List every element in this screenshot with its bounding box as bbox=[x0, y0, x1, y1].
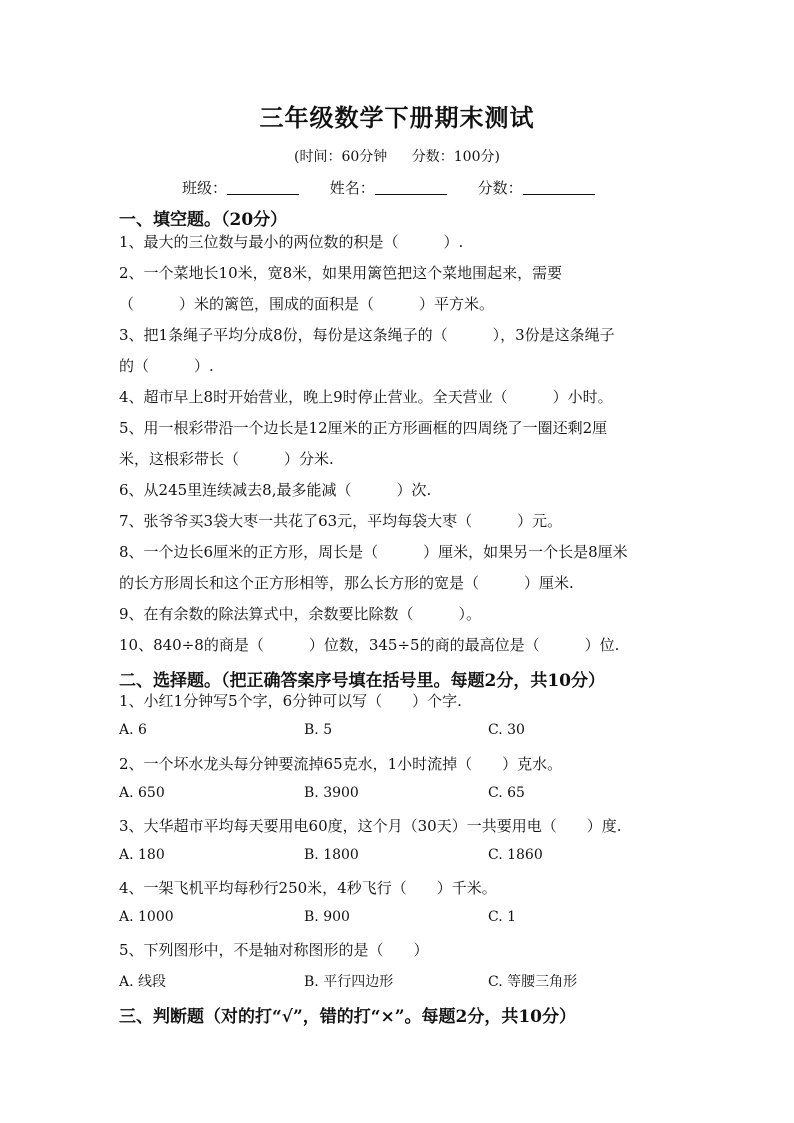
page-title: 三年级数学下册期末测试 bbox=[259, 103, 535, 132]
question-line: 2、一个菜地长10米，宽8米，如果用篱笆把这个菜地围起来，需要 bbox=[119, 264, 563, 282]
choice-option-a: A. 6 bbox=[119, 722, 147, 738]
choice-option-c: C. 1 bbox=[488, 909, 517, 925]
name-field bbox=[330, 177, 447, 198]
choice-option-c: C. 等腰三角形 bbox=[488, 974, 578, 990]
section-heading-true-false: 三、判断题（对的打“√”，错的打“×”。每题2分，共10分） bbox=[119, 1007, 577, 1027]
time-limit: (时间：60分钟 bbox=[294, 149, 388, 165]
class-field bbox=[182, 177, 299, 198]
choice-option-b: B. 3900 bbox=[304, 785, 359, 801]
exam-subtitle bbox=[0, 146, 794, 166]
choice-option-b: B. 900 bbox=[304, 909, 350, 925]
question-line: 的长方形周长和这个正方形相等，那么长方形的宽是（ ）厘米. bbox=[119, 574, 574, 592]
question-line: 的（ ）. bbox=[119, 357, 214, 375]
choice-option-b: B. 5 bbox=[304, 722, 333, 738]
question-line: 5、用一根彩带沿一个边长是12厘米的正方形画框的四周绕了一圈还剩2厘 bbox=[119, 419, 608, 437]
question-line: 3、把1条绳子平均分成8份，每份是这条绳子的（ ），3份是这条绳子 bbox=[119, 326, 615, 344]
name-label: 姓名： bbox=[329, 179, 375, 197]
question-line: （ ）米的篱笆，围成的面积是（ ）平方米。 bbox=[119, 295, 495, 313]
choice-option-a: A. 线段 bbox=[119, 974, 167, 990]
choice-option-c: C. 1860 bbox=[488, 847, 543, 863]
score-field bbox=[478, 177, 595, 198]
choice-question: 3、大华超市平均每天要用电60度，这个月（30天）一共要用电（ ）度. bbox=[119, 817, 622, 835]
choice-question: 5、下列图形中，不是轴对称图形的是（ ） bbox=[119, 941, 429, 959]
choice-option-c: C. 65 bbox=[488, 785, 525, 801]
class-blank[interactable] bbox=[227, 180, 299, 195]
section-heading-multiple-choice: 二、选择题。（把正确答案序号填在括号里。每题2分，共10分） bbox=[119, 671, 605, 691]
choice-option-a: A. 650 bbox=[119, 785, 165, 801]
student-info-row bbox=[182, 177, 621, 198]
question-line: 9、在有余数的除法算式中，余数要比除数（ ）。 bbox=[119, 605, 482, 623]
question-line: 1、最大的三位数与最小的两位数的积是（ ）. bbox=[119, 233, 464, 251]
question-line: 4、超市早上8时开始营业，晚上9时停止营业。全天营业（ ）小时。 bbox=[119, 388, 613, 406]
choice-option-b: B. 1800 bbox=[304, 847, 359, 863]
class-label: 班级： bbox=[182, 179, 228, 197]
name-blank[interactable] bbox=[375, 180, 447, 195]
choice-option-b: B. 平行四边形 bbox=[304, 974, 394, 990]
choice-option-c: C. 30 bbox=[488, 722, 525, 738]
question-line: 8、一个边长6厘米的正方形，周长是（ ）厘米，如果另一个长是8厘米 bbox=[119, 543, 628, 561]
score-blank[interactable] bbox=[523, 180, 595, 195]
question-line: 米，这根彩带长（ ）分米. bbox=[119, 450, 334, 468]
section-heading-fill-blank: 一、填空题。（20分） bbox=[119, 210, 288, 230]
choice-option-a: A. 1000 bbox=[119, 909, 174, 925]
question-line: 10、840÷8的商是（ ）位数，345÷5的商的最高位是（ ）位. bbox=[119, 636, 620, 654]
choice-question: 1、小红1分钟写5个字，6分钟可以写（ ）个字. bbox=[119, 692, 462, 710]
question-line: 6、从245里连续减去8,最多能减（ ）次. bbox=[119, 481, 432, 499]
choice-question: 4、一架飞机平均每秒行250米，4秒飞行（ ）千米。 bbox=[119, 879, 497, 897]
total-score: 分数：100分) bbox=[411, 149, 500, 165]
choice-question: 2、一个坏水龙头每分钟要流掉65克水，1小时流掉（ ）克水。 bbox=[119, 755, 563, 773]
score-label: 分数： bbox=[477, 179, 523, 197]
choice-option-a: A. 180 bbox=[119, 847, 165, 863]
question-line: 7、张爷爷买3袋大枣一共花了63元，平均每袋大枣（ ）元。 bbox=[119, 512, 563, 530]
